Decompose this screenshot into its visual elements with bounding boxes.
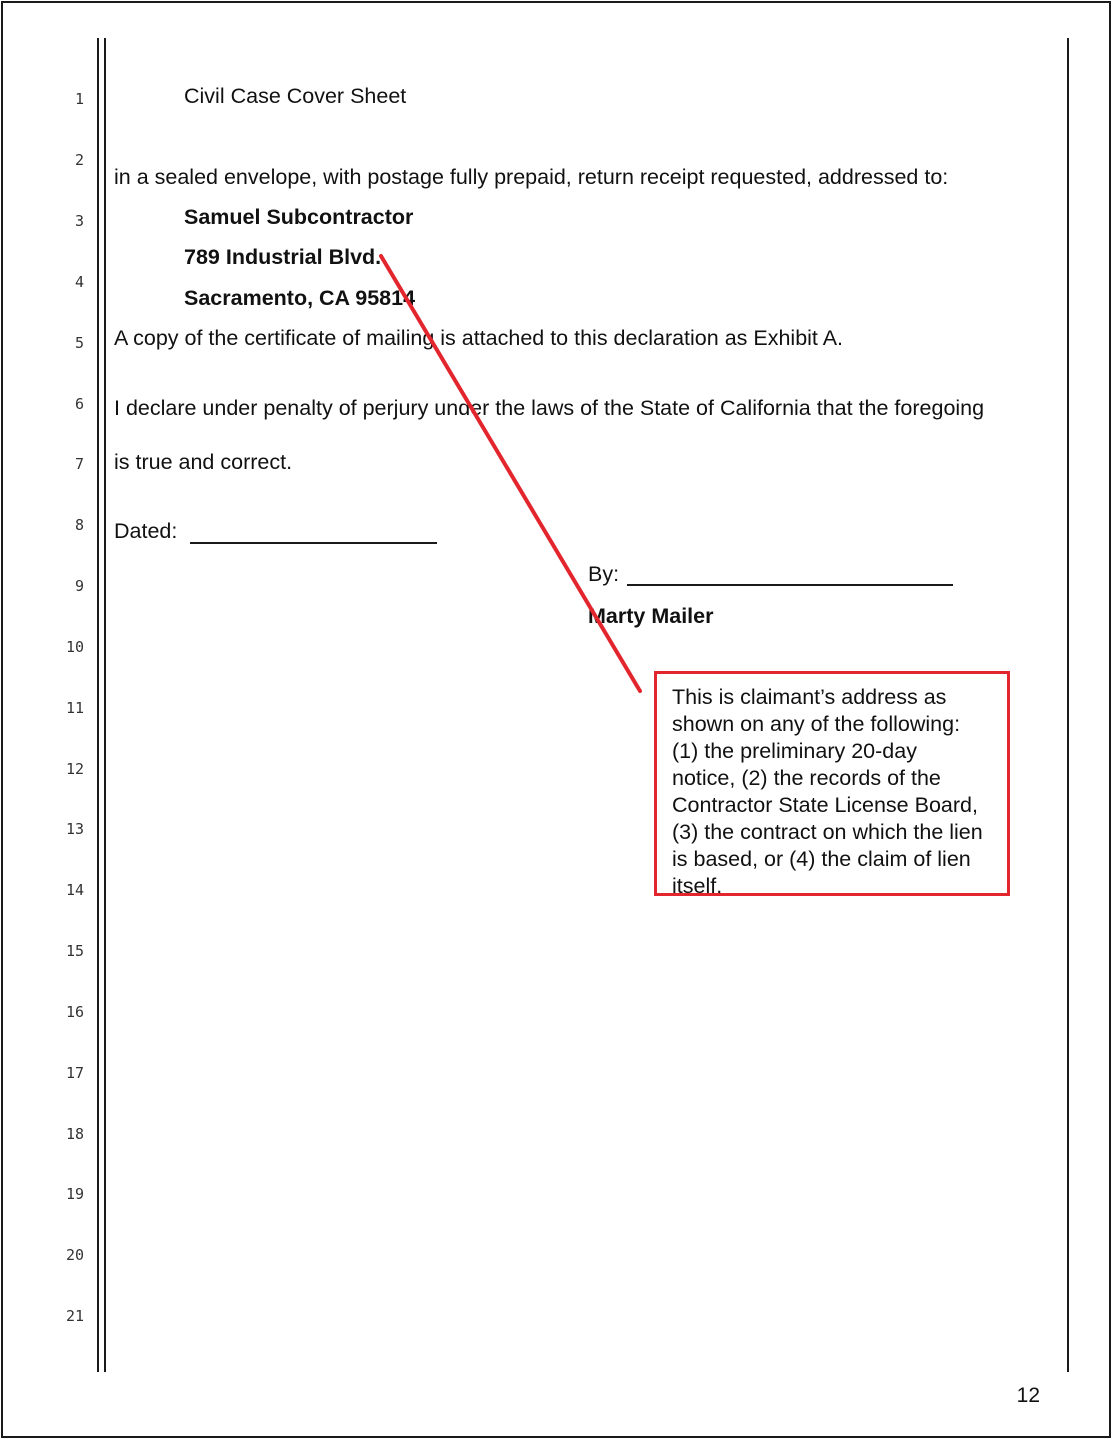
line-number: 20 <box>65 1246 84 1264</box>
callout-line: shown on any of the following: <box>672 712 961 736</box>
line-number: 5 <box>74 334 84 352</box>
line-number: 17 <box>65 1064 84 1082</box>
line-number: 9 <box>74 577 84 595</box>
line-number: 2 <box>74 151 84 169</box>
line-number: 21 <box>65 1307 84 1325</box>
callout-line: notice, (2) the records of the <box>672 766 941 790</box>
line-number: 4 <box>74 273 84 291</box>
callout-line: This is claimant’s address as <box>672 685 947 709</box>
line-number: 15 <box>65 942 84 960</box>
line-number: 6 <box>74 395 84 413</box>
line-number: 1 <box>74 90 84 108</box>
dated-label: Dated: <box>114 519 178 543</box>
line-number: 18 <box>65 1125 84 1143</box>
line-number: 12 <box>65 760 84 778</box>
callout-line: is based, or (4) the claim of lien <box>672 847 971 871</box>
mailing-method-line: in a sealed envelope, with postage fully prepaid, return receipt requested, addressed to: <box>114 165 949 189</box>
line-number: 14 <box>65 881 84 899</box>
line-number: 10 <box>65 638 84 656</box>
annotation-pointer-stroke <box>381 256 640 691</box>
line-number: 13 <box>65 820 84 838</box>
by-label: By: <box>588 562 620 586</box>
line-number: 16 <box>65 1003 84 1021</box>
callout-line: (3) the contract on which the lien <box>672 820 983 844</box>
certificate-line: A copy of the certificate of mailing is attached to this declaration as Exhibit A. <box>114 326 844 350</box>
line-number: 19 <box>65 1185 84 1203</box>
annotation-callout-box <box>654 671 1010 896</box>
declaration-line-1: I declare under penalty of perjury under the laws of the State of California that the foregoing <box>114 396 985 420</box>
page-number: 12 <box>1016 1384 1040 1407</box>
declaration-line-2: is true and correct. <box>114 450 293 474</box>
signer-name: Marty Mailer <box>588 604 714 628</box>
line-number: 7 <box>74 455 84 473</box>
recipient-name: Samuel Subcontractor <box>184 205 414 229</box>
recipient-street: 789 Industrial Blvd. <box>184 245 382 269</box>
callout-line: itself. <box>672 874 723 898</box>
line-number: 3 <box>74 212 84 230</box>
line-number: 11 <box>65 699 84 717</box>
callout-line: (1) the preliminary 20-day <box>672 739 917 763</box>
document-header-title: Civil Case Cover Sheet <box>184 84 407 108</box>
line-number: 8 <box>74 516 84 534</box>
recipient-city: Sacramento, CA 95814 <box>184 286 416 310</box>
callout-line: Contractor State License Board, <box>672 793 978 817</box>
